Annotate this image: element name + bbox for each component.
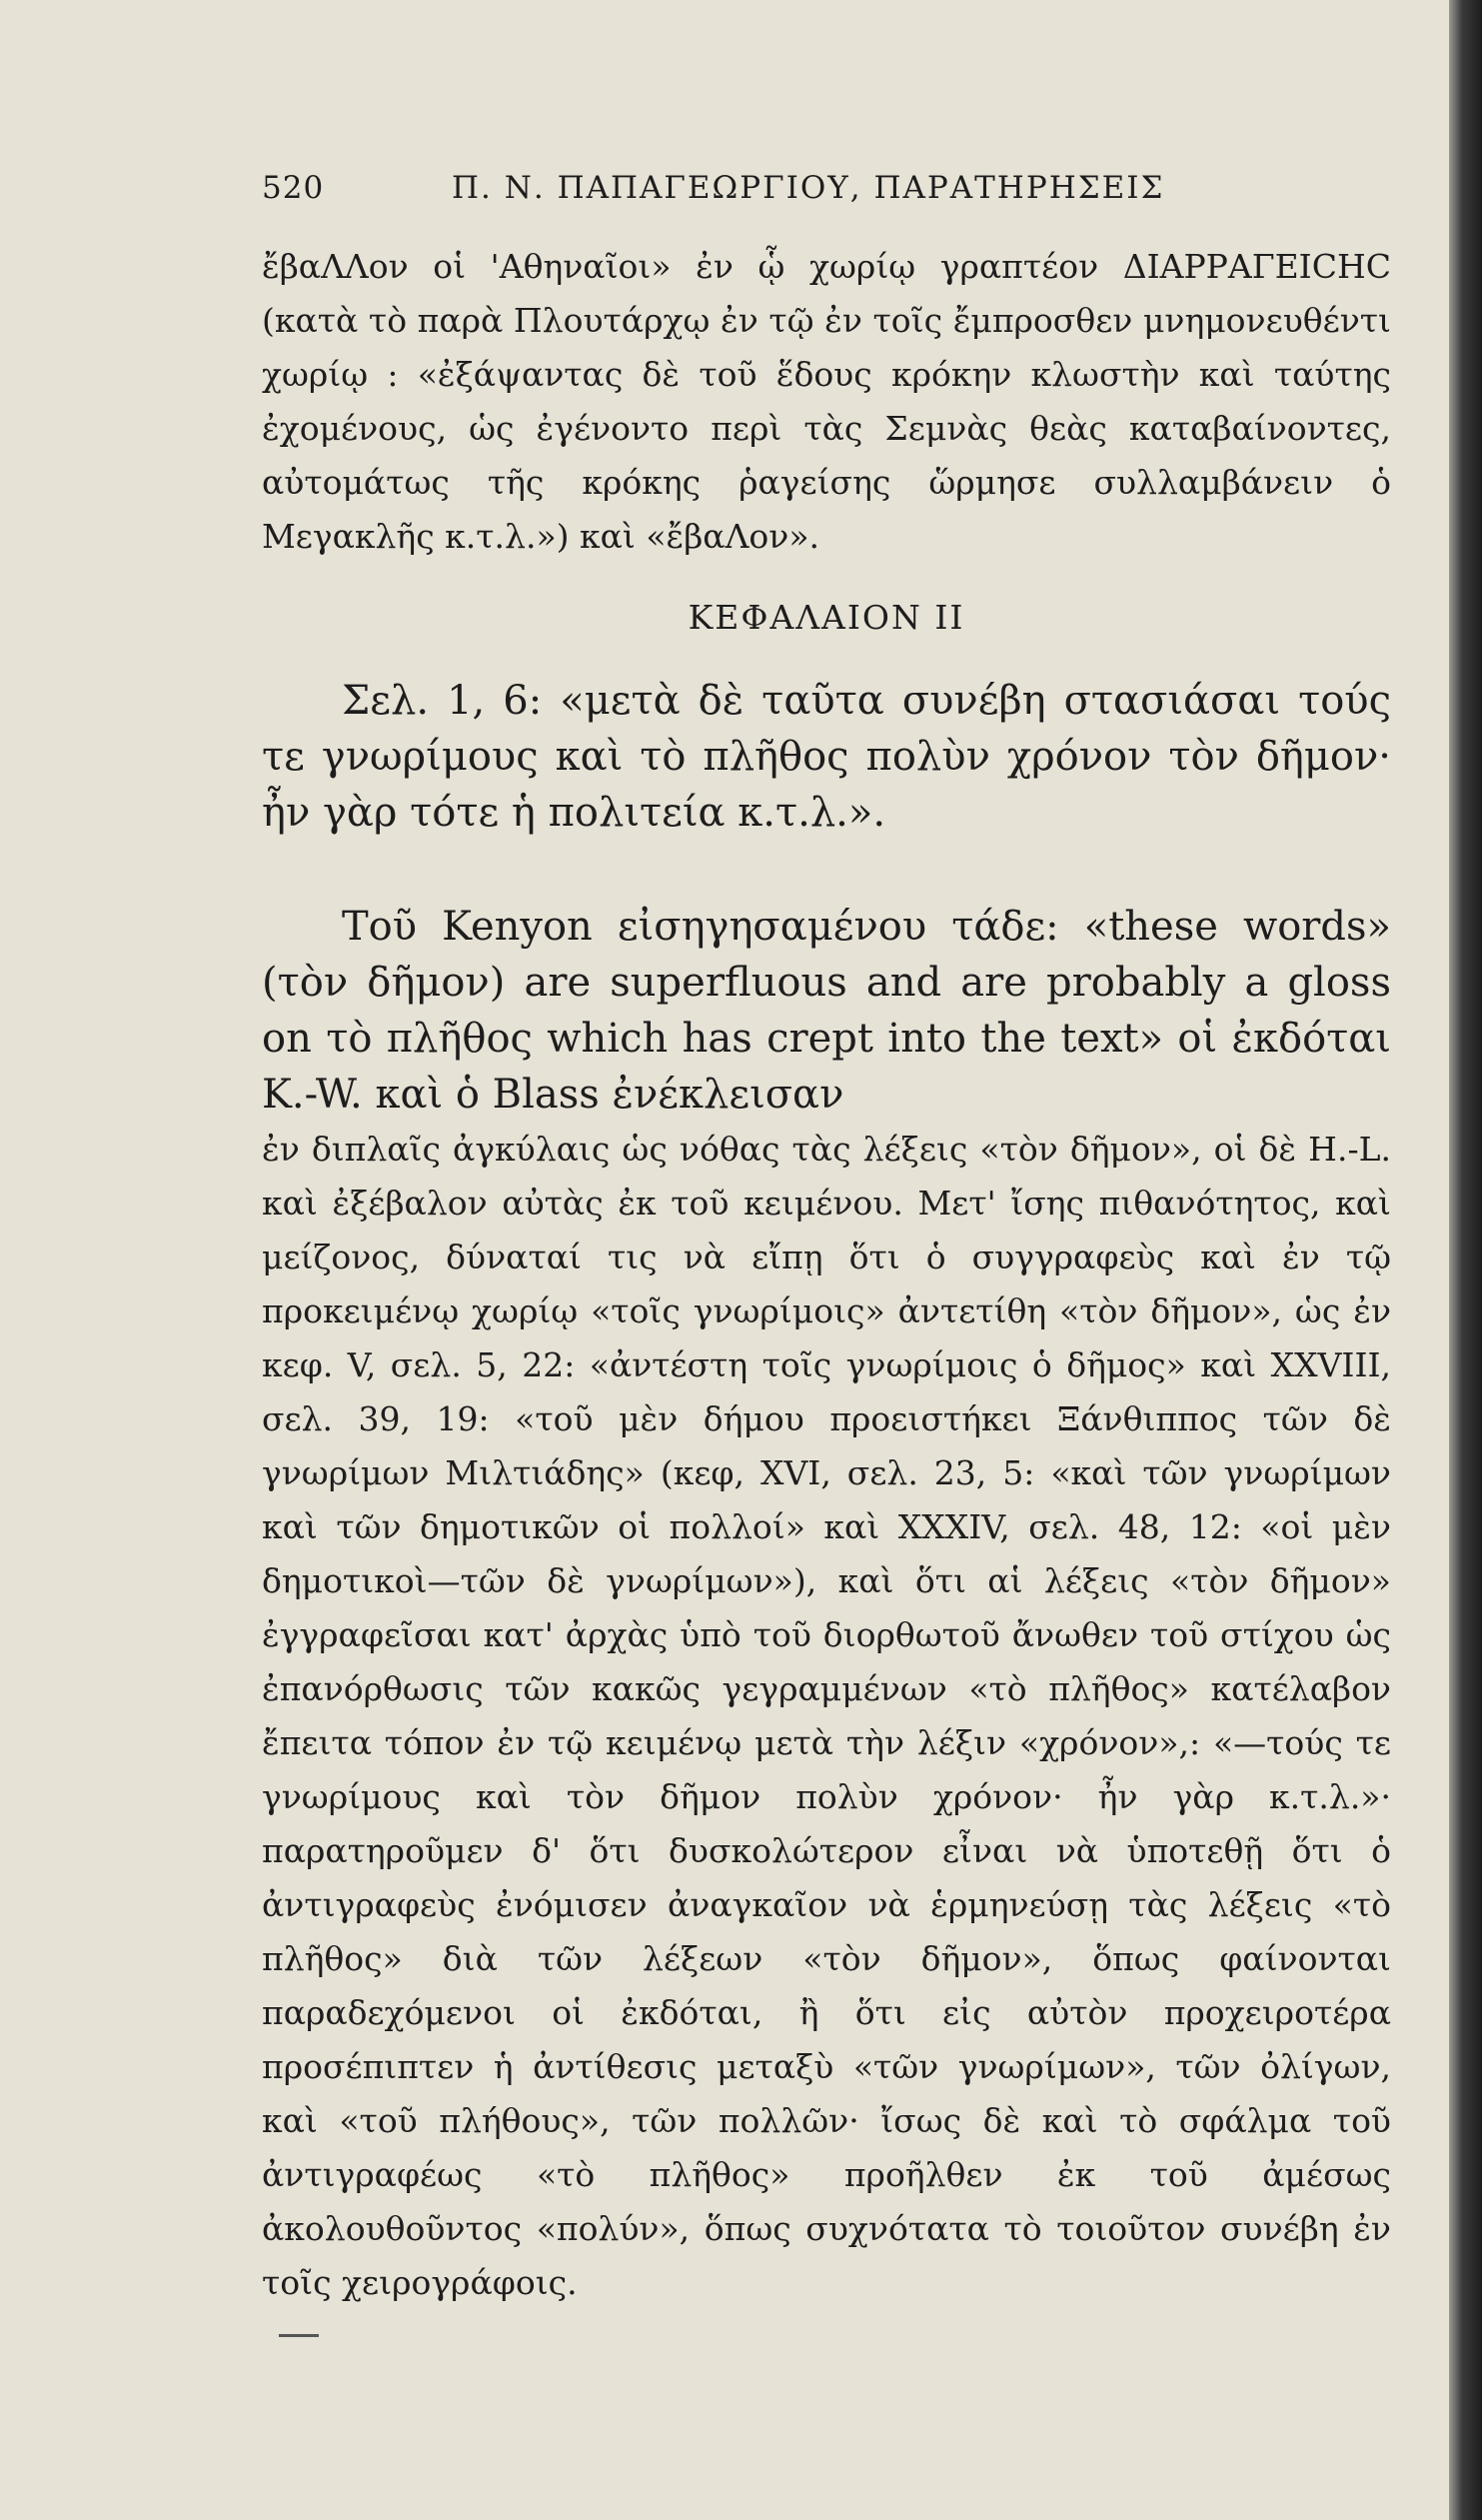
book-binding-edge: [1449, 0, 1482, 2520]
commentary-lead: Τοῦ Kenyon εἰσηγησαμένου τάδε: «these words» (τὸν δῆμον) are superfluous and are probably a gloss on τὸ πλῆθος which has crept into the text» οἱ ἐκδόται K.-W. καὶ ὁ Blass ἐνέκλεισαν: [262, 904, 1391, 1118]
chapter-title: ΚΕΦΑΛΑΙΟΝ ΙΙ: [688, 598, 965, 637]
end-dash: [279, 2334, 319, 2337]
page-header: [262, 170, 1391, 230]
page-content: [262, 170, 1391, 2310]
running-title: Π. Ν. ΠΑΠΑΓΕΩΡΓΙΟΥ, ΠΑΡΑΤΗΡΗΣΕΙΣ: [452, 170, 1165, 206]
commentary-body: ἐν διπλαῖς ἀγκύλαις ὡς νόθας τὰς λέξεις «τὸν δῆμον», οἱ δὲ H.-L. καὶ ἐξέβαλον αὐτὰς ἐκ τοῦ κειμένου. Μετ' ἴσης πιθανότητος, καὶ μείζονος, δύναταί τις νὰ εἴπῃ ὅτι ὁ συγγραφεὺς καὶ ἐν τῷ προκειμένῳ χωρίῳ «τοῖς γνωρίμοις» ἀντετίθη «τὸν δῆμον», ὡς ἐν κεφ. V, σελ. 5, 22: «ἀντέστη τοῖς γνωρίμοις ὁ δῆμος» καὶ XXVIII, σελ. 39, 19: «τοῦ μὲν δήμου προειστήκει Ξάνθιππος τῶν δὲ γνωρίμων Μιλτιάδης» (κεφ, XVI, σελ. 23, 5: «καὶ τῶν γνωρίμων καὶ τῶν δημοτικῶν οἱ πολλοί» καὶ XXXIV, σελ. 48, 12: «οἱ μὲν δημοτικοὶ—τῶν δὲ γνωρίμων»), καὶ ὅτι αἱ λέξεις «τὸν δῆμον» ἐγγραφεῖσαι κατ' ἀρχὰς ὑπὸ τοῦ διορθωτοῦ ἄνωθεν τοῦ στίχου ὡς ἐπανόρθωσις τῶν κακῶς γεγραμμένων «τὸ πλῆθος» κατέλαβον ἔπειτα τόπον ἐν τῷ κειμένῳ μετὰ τὴν λέξιν «χρόνον»,: «—τούς τε γνωρίμους καὶ τὸν δῆμον πολὺν χρόνον· ἦν γὰρ κ.τ.λ.»· παρατηροῦμεν δ' ὅτι δυσκολώτερον εἶναι νὰ ὑποτεθῇ ὅτι ὁ ἀντιγραφεὺς ἐνόμισεν ἀναγκαῖον νὰ ἑρμηνεύσῃ τὰς λέξεις «τὸ πλῆθος» διὰ τῶν λέξεων «τὸν δῆμον», ὅπως φαίνονται παραδεχόμενοι οἱ ἐκδόται, ἢ ὅτι εἰς αὐτὸν προχειροτέρα προσέπιπτεν ἡ ἀντίθεσις μεταξὺ «τῶν γνωρίμων», τῶν ὀλίγων, καὶ «τοῦ πλήθους», τῶν πολλῶν· ἴσως δὲ καὶ τὸ σφάλμα τοῦ ἀντιγραφέως «τὸ πλῆθος» προῆλθεν ἐκ τοῦ ἀμέσως ἀκολουθοῦντος «πολύν», ὅπως συχνότατα τὸ τοιοῦτον συνέβη ἐν τοῖς χειρογράφοις.: [262, 1130, 1391, 2302]
intro-paragraph: ἔβαΛΛον οἱ 'Αθηναῖοι» ἐν ᾧ χωρίῳ γραπτέον ΔΙΑΡΡΑΓΕΙCHC (κατὰ τὸ παρὰ Πλουτάρχῳ ἐν τῷ ἐν τοῖς ἔμπροσθεν μνημονευθέντι χωρίῳ : «ἐξάψαντας δὲ τοῦ ἕδους κρόκην κλωστὴν καὶ ταύτης ἐχομένους, ὡς ἐγένοντο περὶ τὰς Σεμνὰς θεὰς καταβαίνοντες, αὐτομάτως τῆς κρόκης ῥαγείσης ὥρμησε συλλαμβάνειν ὁ Μεγακλῆς κ.τ.λ.») καὶ «ἔβαΛον».: [262, 247, 1391, 556]
quoted-passage: Σελ. 1, 6: «μετὰ δὲ ταῦτα συνέβη στασιάσαι τούς τε γνωρίμους καὶ τὸ πλῆθος πολὺν χρόνον τὸν δῆμον· ἦν γὰρ τότε ἡ πολιτεία κ.τ.λ.».: [262, 678, 1391, 836]
page-number: 520: [262, 170, 325, 206]
